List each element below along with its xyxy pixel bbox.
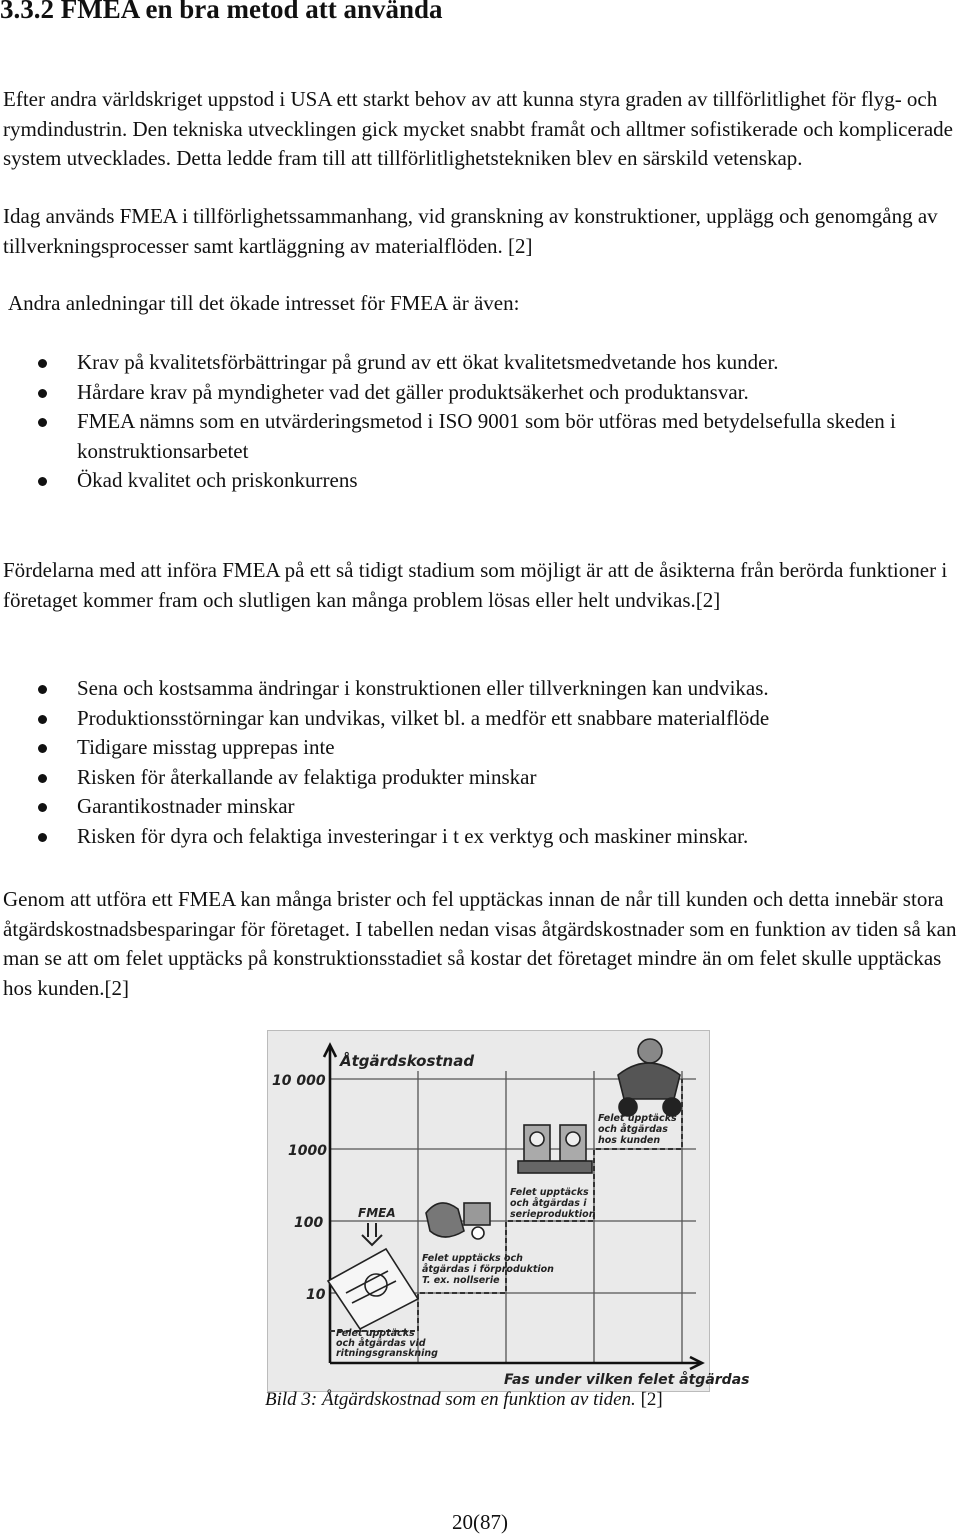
cost-figure <box>267 1030 750 1392</box>
list-item: Tidigare misstag upprepas inte <box>0 733 960 763</box>
bullet-icon <box>38 389 47 398</box>
bullet-icon <box>38 715 47 724</box>
bullet-icon <box>38 477 47 486</box>
section-heading: 3.3.2 FMEA en bra metod att använda <box>0 0 443 24</box>
svg-text:hos kunden: hos kunden <box>598 1135 661 1146</box>
svg-text:ritningsgranskning: ritningsgranskning <box>336 1348 438 1359</box>
svg-text:och åtgärdas: och åtgärdas <box>598 1124 668 1135</box>
bullet-icon <box>38 803 47 812</box>
list-item: Risken för återkallande av felaktiga produkter minskar <box>0 763 960 793</box>
y-tick-label: 10 <box>306 1287 326 1303</box>
bullet-icon <box>38 774 47 783</box>
svg-text:åtgärdas i förproduktion: åtgärdas i förproduktion <box>422 1264 554 1275</box>
bullet-icon <box>38 418 47 427</box>
fmea-marker-label: FMEA <box>358 1206 396 1220</box>
svg-text:och åtgärdas vid: och åtgärdas vid <box>336 1338 426 1349</box>
list-item: FMEA nämns som en utvärderingsmetod i ISO 9001 som bör utföras med betydelsefulla skeden i konstruktionsarbetet <box>0 407 960 466</box>
reasons-intro: Andra anledningar till det ökade intresset för FMEA är även: <box>8 291 520 315</box>
reasons-list <box>0 348 960 496</box>
svg-text:Felet upptäcks: Felet upptäcks <box>510 1187 589 1198</box>
advantages-list <box>0 674 960 851</box>
list-item: Ökad kvalitet och priskonkurrens <box>0 466 960 496</box>
figure-caption <box>265 1389 663 1411</box>
list-item: Hårdare krav på myndigheter vad det gäller produktsäkerhet och produktansvar. <box>0 378 960 408</box>
prototype-drawing-icon <box>426 1203 490 1239</box>
svg-text:och åtgärdas i: och åtgärdas i <box>510 1198 587 1209</box>
y-tick-label: 1000 <box>288 1143 327 1159</box>
x-axis-title: Fas under vilken felet åtgärdas <box>504 1372 750 1388</box>
list-item: Sena och kostsamma ändringar i konstruktionen eller tillverkningen kan undvikas. <box>0 674 960 704</box>
list-item: Garantikostnader minskar <box>0 792 960 822</box>
y-tick-label: 10 000 <box>272 1073 326 1089</box>
svg-text:serieproduktion: serieproduktion <box>510 1209 596 1220</box>
usage-paragraph: Idag används FMEA i tillförlighetssammanhang, vid granskning av konstruktioner, upplägg och genomgång av tillverkningsprocesser samt kartläggning av materialflöden. [2] <box>3 204 938 258</box>
caption-text: Bild 3: Åtgärdskostnad som en funktion av tiden. <box>265 1389 636 1410</box>
bullet-icon <box>38 744 47 753</box>
intro-paragraph: Efter andra världskriget uppstod i USA ett starkt behov av att kunna styra graden av tillförlitlighet för flyg- och rymdindustrin. Den tekniska utvecklingen gick mycket snabbt framåt och alltmer sofistikerade och komplicerade system utvecklades. Detta ledde fram till att tillförlitlighetstekniken blev en särskild vetenskap. <box>3 87 953 170</box>
svg-text:Felet upptäcks och: Felet upptäcks och <box>422 1253 523 1264</box>
list-item: Produktionsstörningar kan undvikas, vilket bl. a medför ett snabbare materialflöde <box>0 704 960 734</box>
svg-text:T. ex. nollserie: T. ex. nollserie <box>422 1275 500 1286</box>
bullet-icon <box>38 833 47 842</box>
y-tick-label: 100 <box>294 1215 324 1231</box>
list-item: Krav på kvalitetsförbättringar på grund av ett ökat kvalitetsmedvetande hos kunder. <box>0 348 960 378</box>
list-item: Risken för dyra och felaktiga investeringar i t ex verktyg och maskiner minskar. <box>0 822 960 852</box>
bullet-icon <box>38 359 47 368</box>
stage-label-3 <box>510 1187 596 1220</box>
caption-reference: [2] <box>640 1389 663 1410</box>
bullet-icon <box>38 685 47 694</box>
page-number: 20(87) <box>452 1510 508 1534</box>
cost-diagram <box>268 1031 750 1391</box>
svg-text:Felet upptäcks: Felet upptäcks <box>598 1113 677 1124</box>
svg-text:Felet upptäcks: Felet upptäcks <box>336 1328 415 1339</box>
advantages-paragraph: Fördelarna med att införa FMEA på ett så tidigt stadium som möjligt är att de åsikterna från berörda funktioner i företaget kommer fram och slutligen kan många problem lösas eller helt undvikas.[2] <box>3 558 948 612</box>
y-axis-title: Åtgärdskostnad <box>340 1052 475 1070</box>
conclusion-paragraph: Genom att utföra ett FMEA kan många brister och fel upptäckas innan de når till kunden och detta innebär stora åtgärdskostnadsbesparingar för företaget. I tabellen nedan visas åtgärdskostnader som en funktion av tiden så kan man se att om felet upptäcks på konstruktionsstadiet så kostar det företaget mindre än om felet skulle upptäckas hos kunden.[2] <box>3 887 957 1000</box>
